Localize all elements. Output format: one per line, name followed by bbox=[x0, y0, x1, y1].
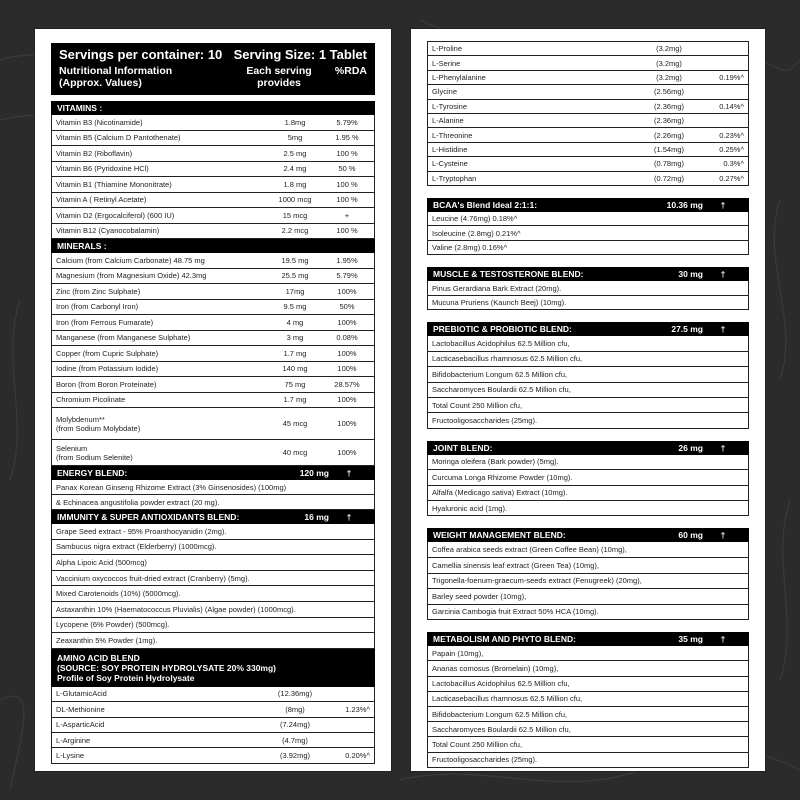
ingredient-amount: (3.2mg) bbox=[656, 72, 682, 82]
energy-dagger: † bbox=[346, 468, 352, 478]
table-row bbox=[427, 157, 749, 171]
list-item: Pinus Gerardiana Bark Extract (20mg). bbox=[427, 281, 749, 296]
ingredient-rda: 0.14%^ bbox=[719, 101, 744, 111]
ingredient-name: L-GlutamicAcid bbox=[56, 689, 107, 699]
list-item: Mixed Carotenoids (10%) (5000mcg). bbox=[51, 586, 375, 602]
provides-label: provides bbox=[257, 77, 301, 89]
molybdenum-name: Molybdenum** bbox=[56, 414, 105, 424]
ingredient-rda: 100% bbox=[337, 395, 357, 405]
table-row bbox=[51, 748, 375, 763]
ingredient-name: L-Cysteine bbox=[432, 159, 468, 169]
ingredient-name: Vitamin B3 (Nicotinamide) bbox=[56, 117, 143, 127]
table-row bbox=[427, 114, 749, 128]
ingredient-amount: 4 mg bbox=[286, 317, 304, 327]
immunity-title-bar bbox=[51, 510, 375, 524]
ingredient-amount: 140 mg bbox=[282, 364, 308, 374]
ingredient-amount: (3.2mg) bbox=[656, 58, 682, 68]
amino-acid-header bbox=[51, 649, 375, 687]
table-row bbox=[427, 143, 749, 157]
list-item: Sambucus nigra extract (Elderberry) (1000mcg). bbox=[51, 540, 375, 556]
list-item: Curcuma Longa Rhizome Powder (10mg). bbox=[427, 470, 749, 485]
list-item: Lactobacillus Acidophilus 62.5 Million cfu, bbox=[427, 677, 749, 692]
joint-title-bar bbox=[427, 441, 749, 455]
table-row bbox=[51, 269, 375, 285]
bcaa-title: BCAA's Blend Ideal 2:1:1: bbox=[433, 199, 538, 210]
ingredient-amount: 19.5 mg bbox=[281, 255, 309, 265]
ingredient-name: Zinc (from Zinc Sulphate) bbox=[56, 286, 141, 296]
table-row bbox=[51, 702, 375, 717]
ingredient-rda: 0.3%^ bbox=[723, 159, 744, 169]
list-item: Saccharomyces Boulardii 62.5 Million cfu, bbox=[427, 722, 749, 737]
table-row bbox=[51, 162, 375, 178]
list-item: Garcinia Cambogia fruit Extract 50% HCA (10mg). bbox=[427, 605, 749, 621]
table-row bbox=[51, 393, 375, 409]
table-row bbox=[427, 85, 749, 99]
list-item: Bifidobacterium Longum 62.5 Million cfu, bbox=[427, 707, 749, 722]
minerals-title: MINERALS : bbox=[57, 241, 107, 251]
ingredient-amount: 1.8mg bbox=[284, 117, 306, 127]
ingredient-rda: 0.27%^ bbox=[719, 173, 744, 183]
metabolism-title: METABOLISM AND PHYTO BLEND: bbox=[433, 634, 576, 645]
ingredient-name: Calcium (from Calcium Carbonate) 48.75 mg bbox=[56, 255, 205, 265]
ingredient-amount: 2.4 mg bbox=[283, 164, 307, 174]
molybdenum-rda: 100% bbox=[337, 419, 357, 428]
list-item: Fructooligosaccharides (25mg). bbox=[427, 413, 749, 428]
list-item: Papain (10mg), bbox=[427, 646, 749, 661]
ingredient-amount: 9.5 mg bbox=[283, 302, 307, 312]
table-row bbox=[51, 377, 375, 393]
list-item: Bifidobacterium Longum 62.5 Million cfu, bbox=[427, 367, 749, 382]
ingredient-name: Vitamin D2 (Ergocalciferol) (600 IU) bbox=[56, 210, 175, 220]
table-row bbox=[51, 346, 375, 362]
each-serving-label: Each serving bbox=[246, 65, 312, 77]
prebiotic-amount: 27.5 mg bbox=[671, 324, 703, 335]
table-row bbox=[51, 193, 375, 209]
ingredient-rda: 0.08% bbox=[336, 333, 358, 343]
ingredient-amount: (2.26mg) bbox=[653, 130, 684, 140]
list-item: Trigonella-foenum-graecum-seeds extract (Fenugreek) (20mg), bbox=[427, 574, 749, 590]
metabolism-amount: 35 mg bbox=[678, 634, 703, 645]
list-item: Lacticasebacillus rhamnosus 62.5 Million cfu, bbox=[427, 692, 749, 707]
weight-title-bar bbox=[427, 528, 749, 542]
list-item: Lacticasebacillus rhamnosus 62.5 Million cfu, bbox=[427, 352, 749, 367]
ingredient-rda: 28.57% bbox=[334, 379, 360, 389]
ingredient-rda: 0.19%^ bbox=[719, 72, 744, 82]
ingredient-amount: 2.2 mcg bbox=[281, 226, 309, 236]
vitamins-title-bar bbox=[51, 101, 375, 115]
selenium-row bbox=[51, 440, 375, 466]
minerals-title-bar bbox=[51, 239, 375, 253]
table-row bbox=[51, 177, 375, 193]
ingredient-rda: 100% bbox=[337, 317, 357, 327]
table-row bbox=[51, 284, 375, 300]
table-row bbox=[427, 172, 749, 186]
nutritional-info-label: Nutritional Information bbox=[59, 65, 173, 77]
muscle-amount: 30 mg bbox=[678, 269, 703, 280]
list-item: Isoleucine (2.8mg) 0.21%^ bbox=[427, 226, 749, 241]
ingredient-amount: 1.8 mg bbox=[283, 179, 307, 189]
joint-dagger: † bbox=[720, 442, 726, 453]
ingredient-amount: (2.36mg) bbox=[653, 101, 684, 111]
weight-dagger: † bbox=[720, 530, 726, 541]
molybdenum-amount: 45 mcg bbox=[282, 419, 308, 428]
ingredient-amount: 2.5 mg bbox=[283, 148, 307, 158]
list-item: Barley seed powder (10mg), bbox=[427, 589, 749, 605]
ingredient-name: Vitamin B12 (Cyanocobalamin) bbox=[56, 226, 160, 236]
ingredient-amount: 17mg bbox=[285, 286, 305, 296]
list-item: Camellia sinensis leaf extract (Green Tea) (10mg), bbox=[427, 558, 749, 574]
ingredient-name: L-Phenylalanine bbox=[432, 72, 486, 82]
ingredient-rda: 1.23%^ bbox=[345, 704, 370, 714]
ingredient-name: L-Tryptophan bbox=[432, 173, 477, 183]
ingredient-rda: 0.23%^ bbox=[719, 130, 744, 140]
table-row bbox=[51, 115, 375, 131]
ingredient-rda: 100% bbox=[337, 364, 357, 374]
table-row bbox=[427, 71, 749, 85]
ingredient-name: L-Serine bbox=[432, 58, 461, 68]
ingredient-rda: 1.95 % bbox=[335, 133, 359, 143]
ingredient-amount: (4.7mg) bbox=[282, 735, 308, 745]
selenium-name: Selenium bbox=[56, 443, 88, 453]
amino-title: AMINO ACID BLEND bbox=[57, 652, 140, 663]
table-row bbox=[51, 315, 375, 331]
ingredient-name: DL-Methionine bbox=[56, 704, 105, 714]
table-row bbox=[51, 687, 375, 702]
ingredient-amount: (7.24mg) bbox=[279, 720, 310, 730]
list-item: Hyaluronic acid (1mg). bbox=[427, 501, 749, 516]
nutrition-header bbox=[51, 43, 375, 95]
table-row bbox=[51, 718, 375, 733]
ingredient-amount: (8mg) bbox=[285, 704, 305, 714]
servings-per-container: Servings per container: 10 bbox=[59, 47, 223, 62]
ingredient-rda: + bbox=[344, 210, 350, 220]
selenium-amount: 40 mcg bbox=[282, 448, 308, 457]
vitamins-title: VITAMINS : bbox=[57, 103, 103, 113]
ingredient-name: L-Arginine bbox=[56, 735, 91, 745]
table-row bbox=[51, 733, 375, 748]
table-row bbox=[427, 42, 749, 56]
ingredient-name: Vitamin B2 (Riboflavin) bbox=[56, 148, 133, 158]
immunity-amount: 16 mg bbox=[304, 512, 329, 522]
ingredient-rda: 5.79% bbox=[336, 271, 358, 281]
ingredient-rda: 100 % bbox=[336, 148, 358, 158]
muscle-title: MUSCLE & TESTOSTERONE BLEND: bbox=[433, 269, 584, 280]
ingredient-amount: 15 mcg bbox=[282, 210, 308, 220]
list-item: Vaccinium oxycoccos fruit-dried extract (Cranberry) (5mg). bbox=[51, 571, 375, 587]
ingredient-amount: 25.5 mg bbox=[281, 271, 309, 281]
table-row bbox=[51, 208, 375, 224]
ingredient-amount: (2.56mg) bbox=[653, 87, 684, 97]
table-row bbox=[51, 362, 375, 378]
table-row bbox=[51, 146, 375, 162]
ingredient-name: L-Lysine bbox=[56, 751, 85, 760]
ingredient-name: Magnesium (from Magnesium Oxide) 42.3mg bbox=[56, 271, 207, 281]
ingredient-name: Glycine bbox=[432, 87, 458, 97]
list-item: Fructooligosaccharides (25mg). bbox=[427, 753, 749, 768]
ingredient-name: L-Histidine bbox=[432, 144, 468, 154]
selenium-rda: 100% bbox=[337, 448, 357, 457]
list-item: Astaxanthin 10% (Haematococcus Pluvialis) (Algae powder) (1000mcg). bbox=[51, 602, 375, 618]
energy-title: ENERGY BLEND: bbox=[57, 468, 128, 478]
muscle-dagger: † bbox=[720, 269, 726, 280]
list-item: Zeaxanthin 5% Powder (1mg). bbox=[51, 633, 375, 649]
molybdenum-source: (from Sodium Molybdate) bbox=[56, 423, 141, 433]
table-row bbox=[51, 331, 375, 347]
left-panel bbox=[34, 28, 392, 772]
list-item: Total Count 250 Million cfu, bbox=[427, 737, 749, 752]
ingredient-rda: 50 % bbox=[338, 164, 356, 174]
ingredient-name: L-Alanine bbox=[432, 116, 464, 126]
bcaa-dagger: † bbox=[720, 199, 726, 210]
amino-source: (SOURCE: SOY PROTEIN HYDROLYSATE 20% 330mg) bbox=[57, 662, 277, 673]
ingredient-rda: 100 % bbox=[336, 226, 358, 236]
list-item: Valine (2.8mg) 0.16%^ bbox=[427, 241, 749, 256]
energy-amount: 120 mg bbox=[299, 468, 329, 478]
ingredient-name: Chromium Picolinate bbox=[56, 395, 126, 405]
table-row bbox=[427, 100, 749, 114]
list-item: Lactobacillus Acidophilus 62.5 Million cfu, bbox=[427, 336, 749, 351]
ingredient-name: Boron (from Boron Proteinate) bbox=[56, 379, 157, 389]
ingredient-name: L-Threonine bbox=[432, 130, 473, 140]
table-row bbox=[51, 253, 375, 269]
ingredient-name: Copper (from Cupric Sulphate) bbox=[56, 348, 159, 358]
prebiotic-title-bar bbox=[427, 322, 749, 336]
list-item: Panax Korean Ginseng Rhizome Extract (3% Ginsenosides) (100mg) bbox=[51, 480, 375, 495]
ingredient-amount: 75 mg bbox=[284, 379, 306, 389]
prebiotic-title: PREBIOTIC & PROBIOTIC BLEND: bbox=[433, 324, 572, 335]
ingredient-amount: 5mg bbox=[287, 133, 303, 143]
list-item: Ananas comosus (Bromelain) (10mg), bbox=[427, 661, 749, 676]
ingredient-name: L-AsparticAcid bbox=[56, 720, 105, 730]
selenium-source: (from Sodium Selenite) bbox=[56, 452, 133, 462]
ingredient-name: Vitamin A ( Retinyl Acetate) bbox=[56, 195, 147, 205]
ingredient-rda: 100 % bbox=[336, 195, 358, 205]
table-row bbox=[427, 56, 749, 70]
prebiotic-dagger: † bbox=[720, 324, 726, 335]
ingredient-amount: 1.7 mg bbox=[283, 348, 307, 358]
muscle-title-bar bbox=[427, 267, 749, 281]
weight-title: WEIGHT MANAGEMENT BLEND: bbox=[433, 530, 566, 541]
ingredient-amount: 3 mg bbox=[286, 333, 304, 343]
right-panel bbox=[410, 28, 766, 772]
list-item: Moringa oleifera (Bark powder) (5mg). bbox=[427, 455, 749, 470]
serving-size: Serving Size: 1 Tablet bbox=[233, 47, 367, 62]
list-item: Grape Seed extract - 95% Proanthocyanidin (2mg). bbox=[51, 524, 375, 540]
metabolism-dagger: † bbox=[720, 634, 726, 645]
ingredient-amount: (0.78mg) bbox=[653, 159, 684, 169]
list-item: Alfalfa (Medicago sativa) Extract (10mg). bbox=[427, 486, 749, 501]
list-item: & Echinacea angustifolia powder extract (20 mg). bbox=[51, 495, 375, 510]
ingredient-name: Iron (from Ferrous Fumarate) bbox=[56, 317, 154, 327]
ingredient-name: Iron (from Carbonyl Iron) bbox=[56, 302, 139, 312]
ingredient-rda: 100% bbox=[337, 348, 357, 358]
bcaa-title-bar bbox=[427, 198, 749, 212]
list-item: Leucine (4.76mg) 0.18%^ bbox=[427, 212, 749, 227]
ingredient-amount: (12.36mg) bbox=[277, 689, 313, 699]
ingredient-amount: 1.7 mg bbox=[283, 395, 307, 405]
ingredient-name: L-Proline bbox=[432, 44, 463, 54]
bcaa-amount: 10.36 mg bbox=[666, 199, 703, 210]
ingredient-name: Vitamin B1 (Thiamine Mononitrate) bbox=[56, 179, 172, 189]
list-item: Lycopene (6% Powder) (500mcg). bbox=[51, 618, 375, 634]
joint-title: JOINT BLEND: bbox=[433, 442, 493, 453]
ingredient-name: Iodine (from Potassium Iodide) bbox=[56, 364, 159, 374]
ingredient-rda: 0.20%^ bbox=[345, 751, 370, 760]
list-item: Mucuna Pruriens (Kaunch Beej) (10mg). bbox=[427, 296, 749, 311]
immunity-dagger: † bbox=[346, 512, 352, 522]
ingredient-amount: (3.92mg) bbox=[279, 751, 310, 760]
ingredient-rda: 100% bbox=[337, 286, 357, 296]
table-row bbox=[51, 224, 375, 240]
list-item: Alpha Lipoic Acid (500mcg) bbox=[51, 555, 375, 571]
amino-profile: Profile of Soy Protein Hydrolysate bbox=[57, 672, 195, 683]
ingredient-amount: (2.36mg) bbox=[653, 116, 684, 126]
molybdenum-row bbox=[51, 408, 375, 440]
ingredient-name: Manganese (from Manganese Sulphate) bbox=[56, 333, 191, 343]
ingredient-rda: 5.79% bbox=[336, 117, 358, 127]
ingredient-amount: (0.72mg) bbox=[653, 173, 684, 183]
ingredient-name: L-Tyrosine bbox=[432, 101, 468, 111]
ingredient-amount: (3.2mg) bbox=[656, 44, 682, 54]
table-row bbox=[51, 131, 375, 147]
ingredient-rda: 50% bbox=[339, 302, 355, 312]
ingredient-rda: 0.25%^ bbox=[719, 144, 744, 154]
ingredient-amount: (1.54mg) bbox=[653, 144, 684, 154]
metabolism-title-bar bbox=[427, 632, 749, 646]
list-item: Total Count 250 Million cfu, bbox=[427, 398, 749, 413]
immunity-title: IMMUNITY & SUPER ANTIOXIDANTS BLEND: bbox=[57, 512, 240, 522]
ingredient-name: Vitamin B5 (Calcium D Pantothenate) bbox=[56, 133, 181, 143]
ingredient-name: Vitamin B6 (Pyridoxine HCl) bbox=[56, 164, 149, 174]
joint-amount: 26 mg bbox=[678, 442, 703, 453]
table-row bbox=[51, 300, 375, 316]
rda-label: %RDA bbox=[334, 65, 367, 77]
list-item: Saccharomyces Boulardii 62.5 Million cfu, bbox=[427, 383, 749, 398]
energy-title-bar bbox=[51, 466, 375, 480]
table-row bbox=[427, 128, 749, 142]
approx-values-label: (Approx. Values) bbox=[59, 77, 142, 89]
ingredient-amount: 1000 mcg bbox=[278, 195, 312, 205]
ingredient-rda: 100 % bbox=[336, 179, 358, 189]
ingredient-rda: 1.95% bbox=[336, 255, 358, 265]
list-item: Coffea arabica seeds extract (Green Coffee Bean) (10mg), bbox=[427, 542, 749, 558]
weight-amount: 60 mg bbox=[678, 530, 703, 541]
